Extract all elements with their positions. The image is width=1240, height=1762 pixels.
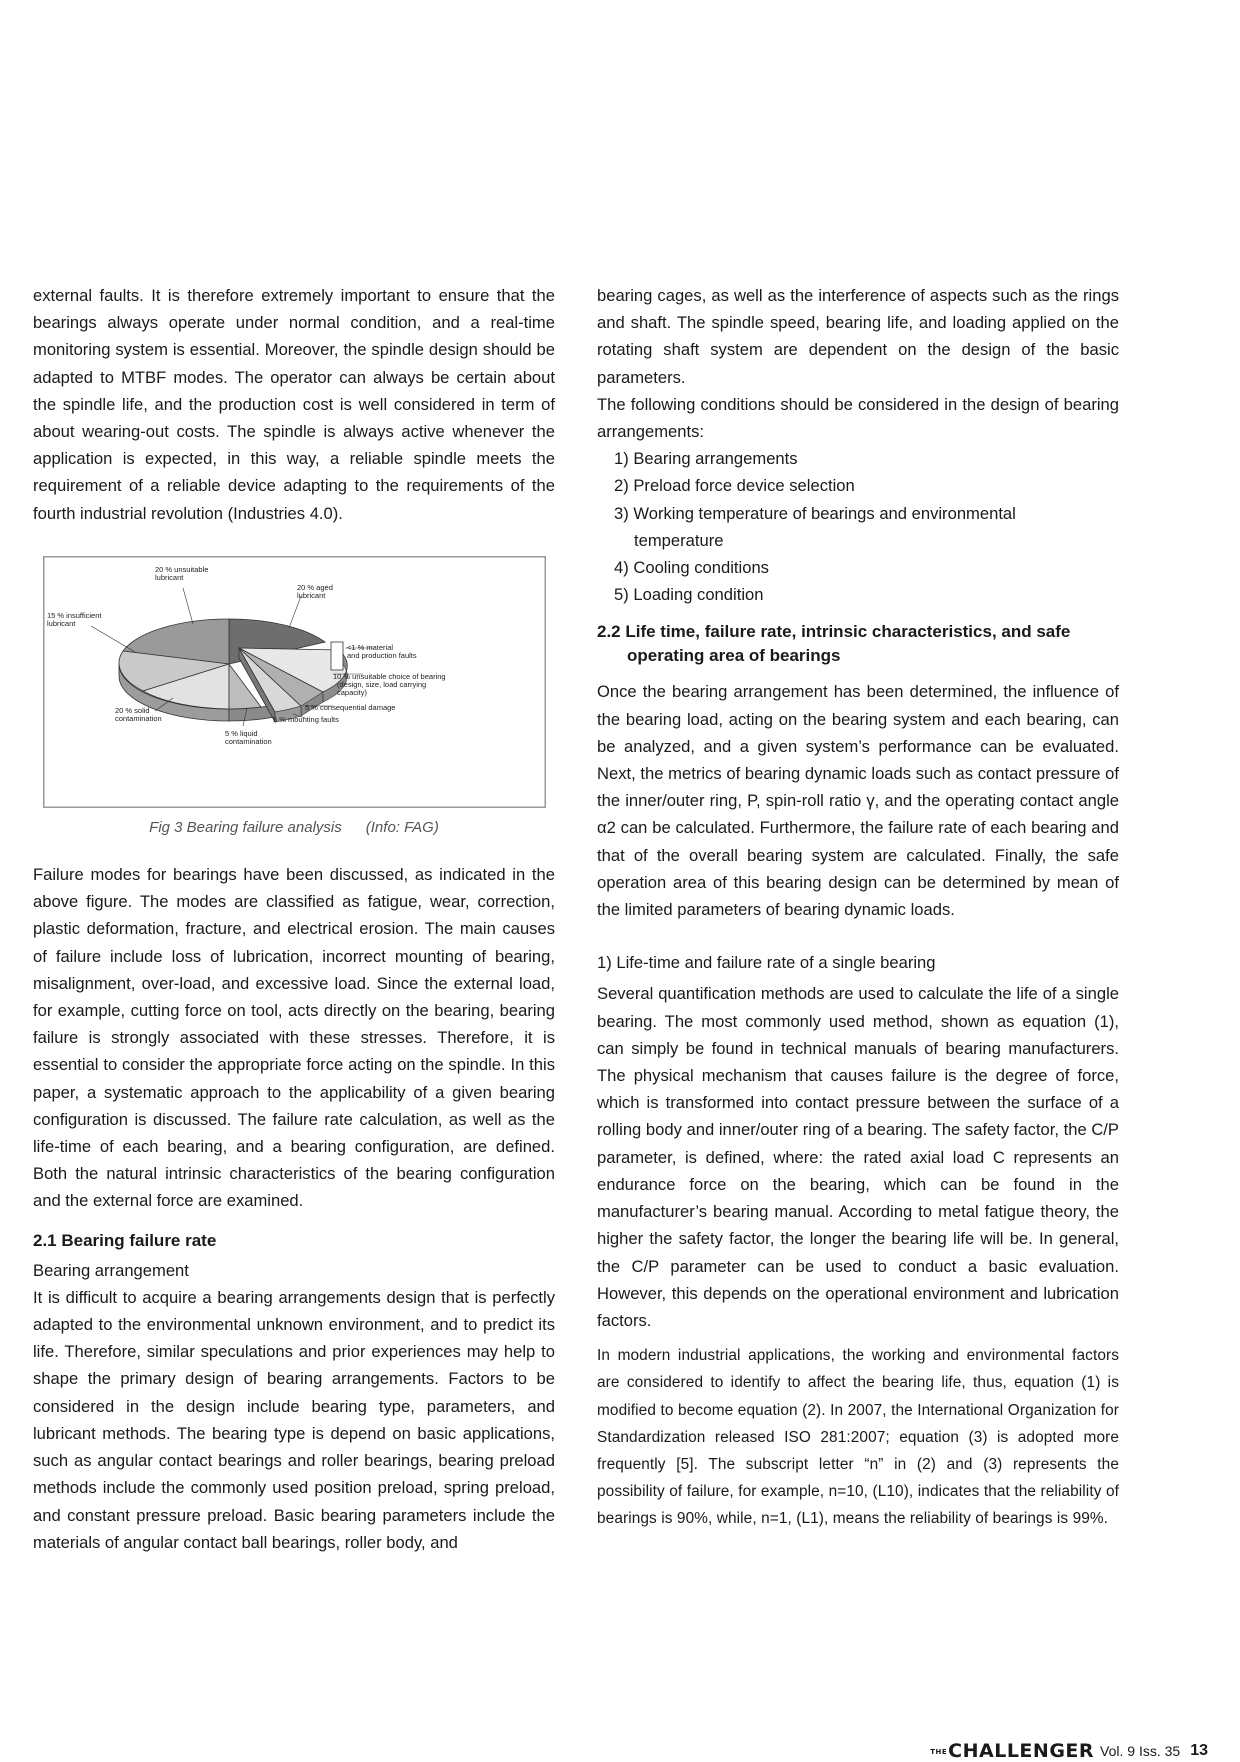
label-aged-lubricant: 20 % aged lubricant — [297, 582, 333, 600]
list-item: 1) Bearing arrangements — [614, 449, 798, 469]
label-material-faults: <1 % material and production faults — [347, 642, 417, 660]
right-column — [597, 282, 1119, 1533]
list-item-continuation: temperature — [634, 530, 724, 550]
right-paragraph-3: Once the bearing arrangement has been determined, the influence of the bearing load, acting on the bearing system and each bearing, can be analyzed, and a given system’s performance can be evaluated. Next, the metrics of bearing dynamic loads such as contact pressure of the inner/outer ring, P, spin-roll ratio γ, and the operating contact angle α2 can be calculated. Furthermore, the failure rate of each bearing and that of the overall bearing system are calculated. Finally, the safe operation area of this bearing design can be determined by mean of the limited parameters of bearing dynamic loads. — [597, 682, 1119, 920]
section-heading-2-2 — [597, 620, 1119, 668]
label-consequential-damage: 5 % consequential damage — [305, 702, 396, 712]
issue-label: Vol. 9 Iss. 35 — [1100, 1743, 1181, 1759]
list-item-text: 3) Working temperature of bearings and environmental — [614, 503, 1016, 523]
page-number: 13 — [1190, 1742, 1208, 1759]
material-faults-bar — [331, 642, 343, 670]
pie-chart-graphic — [43, 556, 546, 808]
right-paragraph-4: Several quantification methods are used to calculate the life of a single bearing. The most commonly used method, shown as equation (1), can simply be found in technical manuals of bearing manufacturers. The physical mechanism that causes failure is the degree of force, which is transformed into contact pressure between the surface of a rolling body and inner/outer ring of a bearing. The safety factor, the C/P parameter, is defined, where: the rated axial load C represents an endurance force on the bearing, which can be found in the manufacturer’s bearing manual. According to metal fatigue theory, the higher the safety factor, the longer the bearing life will be. In general, the C/P parameter can be used to conduct a basic evaluation. However, this depends on the operational environment and lubrication factors. — [597, 984, 1119, 1330]
caption-title: Fig 3 Bearing failure analysis — [149, 818, 342, 836]
list-item: 2) Preload force device selection — [614, 476, 855, 496]
heading-line-1: 2.2 Life time, failure rate, intrinsic characteristics, and safe — [597, 622, 1071, 642]
conditions-list — [597, 445, 1119, 608]
left-paragraph-2: Failure modes for bearings have been discussed, as indicated in the above figure. The modes are classified as fatigue, wear, correction, plastic deformation, fracture, and electrical erosion. The main causes of failure include loss of lubrication, incorrect mounting of bearing, misalignment, over-load, and excessive load. Since the external load, for example, cutting force on tool, acts directly on the bearing, bearing failure is strongly associated with these stresses. Therefore, it is essential to consider the appropriate force acting on the spindle. In this paper, a systematic approach to the applicability of a given bearing configuration is discussed. The failure rate calculation, as well as the life-time of each bearing, and a bearing configuration, are defined. Both the natural intrinsic characteristics of the bearing configuration and the external force are examined. — [33, 865, 555, 1211]
label-mounting-faults: 5 % mounting faults — [273, 714, 339, 724]
bearing-failure-figure — [43, 556, 546, 808]
right-paragraph-1: bearing cages, as well as the interference of aspects such as the rings and shaft. The spindle speed, bearing life, and loading applied on the rotating shaft system are dependent on the design of the basic parameters. — [597, 286, 1119, 387]
label-unsuitable-choice: 10 % unsuitable choice of bearing (design, size, load carrying capacity) — [333, 671, 446, 697]
page-footer — [930, 1740, 1208, 1762]
list-item: 5) Loading condition — [614, 585, 764, 605]
subheading-single-bearing: 1) Life-time and failure rate of a single bearing — [597, 953, 936, 973]
left-paragraph-1: external faults. It is therefore extremely important to ensure that the bearings always operate under normal condition, and a real-time monitoring system is essential. Moreover, the spindle design should be adapted to MTBF modes. The operator can always be certain about the spindle life, and the production cost is well considered in term of about wearing-out costs. The spindle is always active whenever the application is expected, in this way, a reliable spindle meets the requirement of a reliable device adapting to the requirements of the fourth industrial revolution (Industries 4.0). — [33, 286, 555, 523]
heading-line-2: operating area of bearings — [627, 646, 841, 666]
label-liquid-contamination: 5 % liquid contamination — [225, 728, 272, 746]
caption-info: (Info: FAG) — [365, 818, 439, 836]
figure-caption — [33, 814, 555, 841]
subheading-bearing-arrangement: Bearing arrangement — [33, 1260, 189, 1280]
magazine-logo: THECHALLENGER — [930, 1740, 1095, 1762]
right-paragraph-2: The following conditions should be considered in the design of bearing arrangements: — [597, 394, 1119, 442]
label-unsuitable-lubricant: 20 % unsuitable lubricant — [155, 564, 209, 582]
right-paragraph-5: In modern industrial applications, the working and environmental factors are considered to identify to affect the bearing life, thus, equation (1) is modified to become equation (2). In 2007, the International Organization for Standardization released ISO 281:2007; equation (3) is adopted more frequently [5]. The subscript letter “n” in (2) and (3) represents the possibility of failure, for example, n=10, (L10), indicates that the reliability of bearings is 90%, while, n=1, (L1), means the reliability of bearings is 99%. — [597, 1347, 1119, 1528]
left-paragraph-3: It is difficult to acquire a bearing arrangements design that is perfectly adapted to the environmental unknown environment, and to predict its life. Therefore, similar speculations and prior experiences may help to shape the primary design of bearing arrangements. Factors to be considered in the design include bearing type, parameters, and lubricant methods. The bearing type is depend on basic applications, such as angular contact bearings and roller bearings, bearing preload methods include the commonly used position preload, spring preload, and constant pressure preload. Basic bearing parameters include the materials of angular contact ball bearings, roller body, and — [33, 1287, 555, 1552]
left-column — [33, 282, 555, 1556]
list-item — [597, 500, 1119, 554]
label-solid-contamination: 20 % solid contamination — [115, 705, 162, 723]
section-heading-2-1: 2.1 Bearing failure rate — [33, 1230, 217, 1250]
list-item: 4) Cooling conditions — [614, 558, 769, 578]
label-insufficient-lubricant: 15 % insufficient lubricant — [47, 610, 102, 628]
